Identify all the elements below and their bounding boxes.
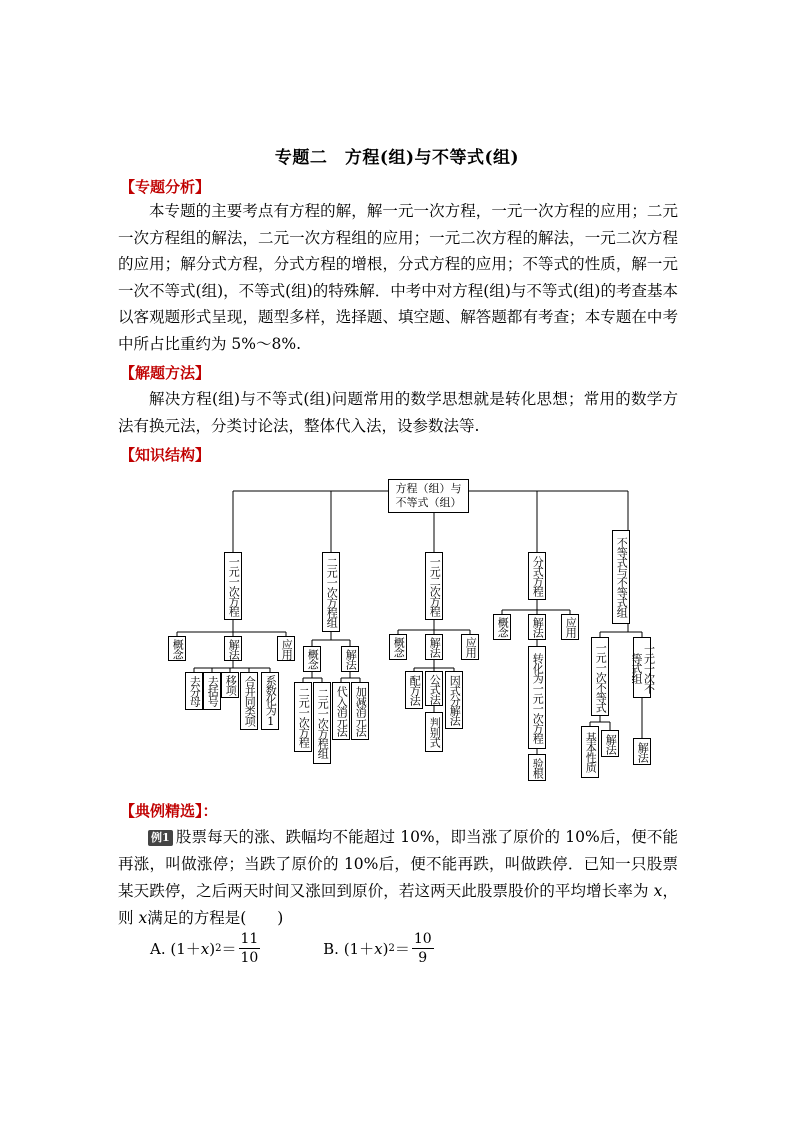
analysis-heading: 【专题分析】 xyxy=(120,178,211,196)
option-b-letter: B. xyxy=(323,939,339,958)
node-b2-sub2-b: 加减消元法 xyxy=(351,682,369,740)
node-linear-system: 二元一次方程组 xyxy=(322,552,340,632)
example-1-part-2: ，则 xyxy=(118,882,678,927)
methods-body: 解决方程(组)与不等式(组)问题常用的数学思想就是转化思想；常用的数学方法有换元法，分类讨论法，整体代入法，设参数法等. xyxy=(118,390,678,435)
option-a-fraction xyxy=(239,930,261,967)
node-b3-application: 应用 xyxy=(461,634,479,660)
root-node: 方程（组）与不等式（组） xyxy=(388,479,469,513)
option-b-fraction xyxy=(412,930,434,967)
node-b5-linear-inequality: 一元一次不等式 xyxy=(591,637,609,716)
node-b2-solution: 解法 xyxy=(341,646,359,672)
node-b4-solution: 解法 xyxy=(528,614,546,640)
analysis-body: 本专题的主要考点有方程的解，解一元一次方程，一元一次方程的应用；二元一次方程组的解法，二元一次方程组的应用；一元二次方程的解法，一元二次方程的应用；解分式方程，分式方程的增根，分式方程的应用；不等式的性质，解一元一次不等式(组)，不等式(组)的特殊解．中考中对方程(组)与不等式(组)的考查基本以客观题形式呈现，题型多样，选择题、填空题、解答题都有考查；本专题在中考中所占比重约为 5%～8%. xyxy=(118,202,678,353)
node-b3-discriminant: 判别式 xyxy=(425,712,443,752)
structure-heading: 【知识结构】 xyxy=(120,446,211,464)
node-b5-solution: 解法 xyxy=(601,730,619,757)
option-a-numerator: 11 xyxy=(240,931,259,947)
node-b3-concept: 概念 xyxy=(389,634,407,660)
node-quadratic-equation: 一元二次方程 xyxy=(425,552,443,620)
page-title: 专题二 方程(组)与不等式(组) xyxy=(274,148,520,168)
example-1-text xyxy=(118,824,678,932)
option-b-numerator: 10 xyxy=(413,931,432,947)
node-b4-application: 应用 xyxy=(561,614,579,640)
node-linear-equation: 一元一次方程 xyxy=(224,552,242,620)
node-b4-concept: 概念 xyxy=(493,614,511,640)
option-b-var: x xyxy=(374,939,383,958)
option-b: B. (1＋ x ) 2 ＝ $\frac{10}{9}$ xyxy=(323,931,432,966)
node-b3-solution: 解法 xyxy=(425,634,443,660)
node-b2-concept: 概念 xyxy=(303,646,321,672)
node-b1-solution: 解法 xyxy=(224,636,242,661)
option-a-power: 2 xyxy=(215,943,222,954)
node-fractional-equation: 分式方程 xyxy=(528,552,546,600)
option-b-denominator: 9 xyxy=(418,950,428,966)
variable-x: x xyxy=(653,882,663,900)
variable-x: x xyxy=(138,909,148,927)
node-b1-application: 应用 xyxy=(277,636,295,661)
option-b-rhs: ) xyxy=(382,939,389,958)
node-b1-concept: 概念 xyxy=(168,636,186,661)
example-1-part-3: 满足的方程是( ) xyxy=(147,909,284,927)
node-b3-step-2: 公式法 xyxy=(425,671,443,706)
knowledge-structure-diagram xyxy=(160,474,656,786)
node-b4-convert: 转化为一元一次方程 xyxy=(528,646,546,749)
option-a-rhs: ) xyxy=(209,939,216,958)
node-b1-step-3: 移项 xyxy=(221,672,239,698)
node-b1-step-2: 去括号 xyxy=(203,672,221,710)
option-a-var: x xyxy=(200,939,210,958)
option-b-lhs: (1＋ xyxy=(343,940,375,958)
example-1-part-1: 股票每天的涨、跌幅均不能超过 10%，即当涨了原价的 10%后，便不能再涨，叫做涨停；当跌了原价的 10%后，便不能再跌，叫做跌停．已知一只股票某天跌停，之后两天时间又涨回到原价，若这两天此股票股价的平均增长率为 xyxy=(118,828,678,900)
example-tag: 例1 xyxy=(148,830,173,846)
option-a-denominator: 10 xyxy=(240,950,259,966)
answer-options xyxy=(150,930,492,967)
methods-heading: 【解题方法】 xyxy=(120,364,211,382)
node-b5-basic-property: 基本性质 xyxy=(581,726,599,778)
node-b5-system-solution: 解法 xyxy=(633,738,651,765)
option-a-letter: A. xyxy=(150,939,166,958)
node-b5-inequality-system: 一元一次不等式组 xyxy=(633,637,651,698)
node-b3-step-1: 配方法 xyxy=(405,671,423,709)
option-b-power: 2 xyxy=(388,943,395,954)
node-b3-step-3: 因式分解法 xyxy=(445,671,463,729)
node-b1-step-5: 系数化为1 xyxy=(261,672,279,730)
node-b1-step-1: 去分母 xyxy=(185,672,203,710)
option-a-lhs: (1＋ xyxy=(170,940,201,958)
option-a: A. (1＋ x ) 2 ＝ $\frac{11}{10}$ xyxy=(150,931,259,966)
node-b2-sub1-b: 二元一次方程组 xyxy=(313,682,331,764)
node-b2-sub2-a: 代入消元法 xyxy=(332,682,350,740)
node-b4-verify-root: 验根 xyxy=(528,754,546,781)
node-b2-sub1-a: 二元一次方程 xyxy=(294,682,312,752)
examples-heading: 【典例精选】： xyxy=(120,802,218,820)
node-inequality: 不等式与不等式组 xyxy=(612,530,630,624)
node-b1-step-4: 合并同类项 xyxy=(240,672,258,730)
